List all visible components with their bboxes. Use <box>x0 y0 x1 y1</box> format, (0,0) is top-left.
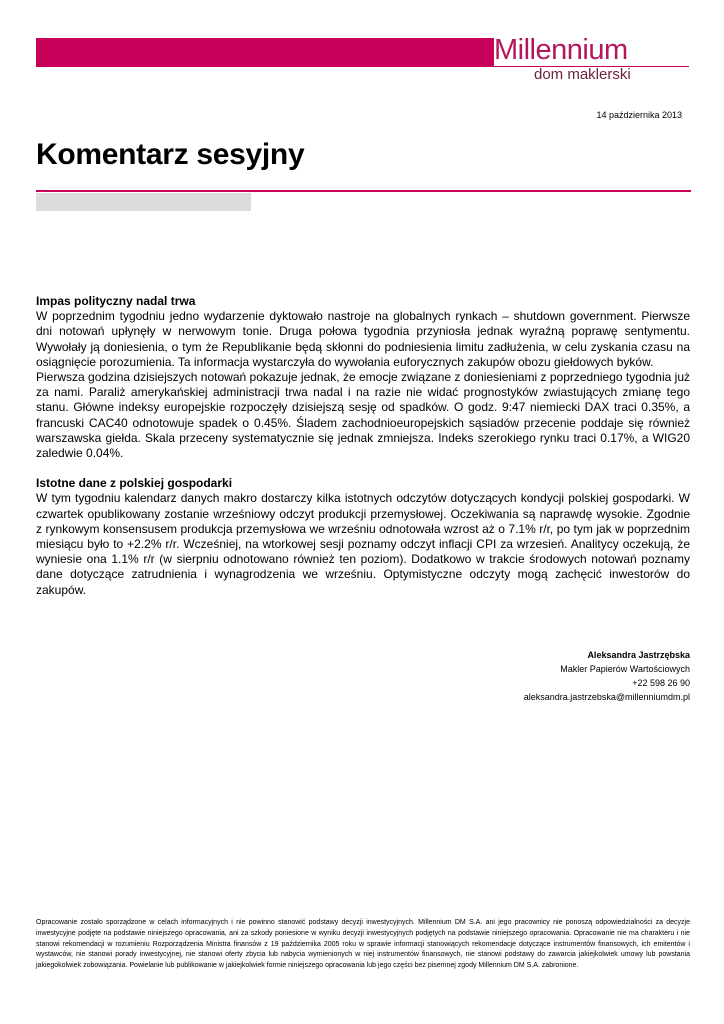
author-name: Aleksandra Jastrzębska <box>587 650 690 660</box>
title-gray-bar <box>36 193 251 211</box>
page-title: Komentarz sesyjny <box>36 138 305 171</box>
author-phone: +22 598 26 90 <box>632 678 690 688</box>
document-date: 14 października 2013 <box>596 110 682 120</box>
section-paragraph: Pierwsza godzina dzisiejszych notowań pokazuje jednak, że emocje związane z doniesieniami z poprzedniego tygodnia już za nami. Paraliż amerykańskiej administracji trwa nadal i na razie nie widać prognostyków zwiastujących zmianę tego stanu. Główne indeksy europejskie rozpoczęły dzisiejszą sesję od spadków. O godz. 9:47 niemiecki DAX traci 0.35%, a francuski CAC40 odnotowuje spadek o 0.45%. Śladem zachodnioeuropejskich sąsiadów przecenie poddaje się również warszawska giełda. Skala przeceny systematycznie się jednak zmniejsza. Indeks szerokiego rynku traci 0.17%, a WIG20 zaledwie 0.04%. <box>36 370 690 461</box>
author-email: aleksandra.jastrzebska@millenniumdm.pl <box>523 692 690 702</box>
author-signature <box>524 648 690 704</box>
article-body <box>36 294 690 598</box>
legal-disclaimer: Opracowanie zostało sporządzone w celach informacyjnych i nie powinno stanowić podstawy decyzji inwestycyjnych. Millennium DM S.A. ani jego pracownicy nie ponoszą odpowiedzialności za decyzje inwestycyjne podjęte na podstawie niniejszego opracowania, ani za szkody poniesione w wyniku decyzji inwestycyjnych podjętych na podstawie niniejszego opracowania. Opracowanie nie ma charakteru i nie stanowi rekomendacji w rozumieniu Rozporządzenia Ministra finansów z 19 października 2005 roku w sprawie informacji stanowiących rekomendacje dotyczące instrumentów finansowych, ich emitentów i wystawców, nie stanowi porady inwestycyjnej, nie stanowi oferty zbycia lub nabycia wymienionych w niej instrumentów finansowych, nie stanowi podstawy do zawarcia jakiejkolwiek umowy lub powstania jakiegokolwiek zobowiązania. Powielanie lub publikowanie w jakiejkolwiek formie niniejszego opracowania lub jego części bez pisemnej zgody Millennium DM S.A. zabronione. <box>36 919 690 970</box>
section-spacer <box>36 461 690 476</box>
brand-logo-subtitle: dom maklerski <box>534 66 631 83</box>
section-paragraph: W poprzednim tygodniu jedno wydarzenie dyktowało nastroje na globalnych rynkach – shutdown government. Pierwsze dni notowań upłynęły w nerwowym tonie. Druga połowa tygodnia przyniosła jednak wyraźną poprawę sentymentu. Wywołały ją doniesienia, o tym że Republikanie będą skłonni do podniesienia limitu zadłużenia, w celu zyskania czasu na osiągnięcie porozumienia. Ta informacja wystarczyła do wywołania euforycznych zakupów obozu giełdowych byków. <box>36 309 690 369</box>
title-divider <box>36 190 691 192</box>
section-heading-dane: Istotne dane z polskiej gospodarki <box>36 476 233 491</box>
section-heading-impas: Impas polityczny nadal trwa <box>36 294 196 308</box>
section-paragraph: W tym tygodniu kalendarz danych makro dostarczy kilka istotnych odczytów dotyczących kondycji polskiej gospodarki. W czwartek opublikowany zostanie wrześniowy odczyt produkcji przemysłowej. Oczekiwania są naprawdę wysokie. Zgodnie z rynkowym konsensusem produkcja przemysłowa we wrześniu odnotowała wzrost aż o 7.1% r/r, po tym jak w poprzednim miesiącu było to +2.2% r/r. Wcześniej, na wtorkowej sesji poznamy odczyt inflacji CPI za wrzesień. Analitycy oczekują, że wyniesie ona 1.1% r/r (w sierpniu odnotowano również ten poziom). Dodatkowo w trakcie środowych notowań poznamy dane dotyczące zatrudnienia i wynagrodzenia we wrześniu. Optymistyczne odczyty mogą zachęcić inwestorów do zakupów. <box>36 491 690 597</box>
author-role: Makler Papierów Wartościowych <box>560 664 690 674</box>
brand-logo-text: Millennium <box>494 34 628 66</box>
header-accent-bar <box>36 38 494 67</box>
